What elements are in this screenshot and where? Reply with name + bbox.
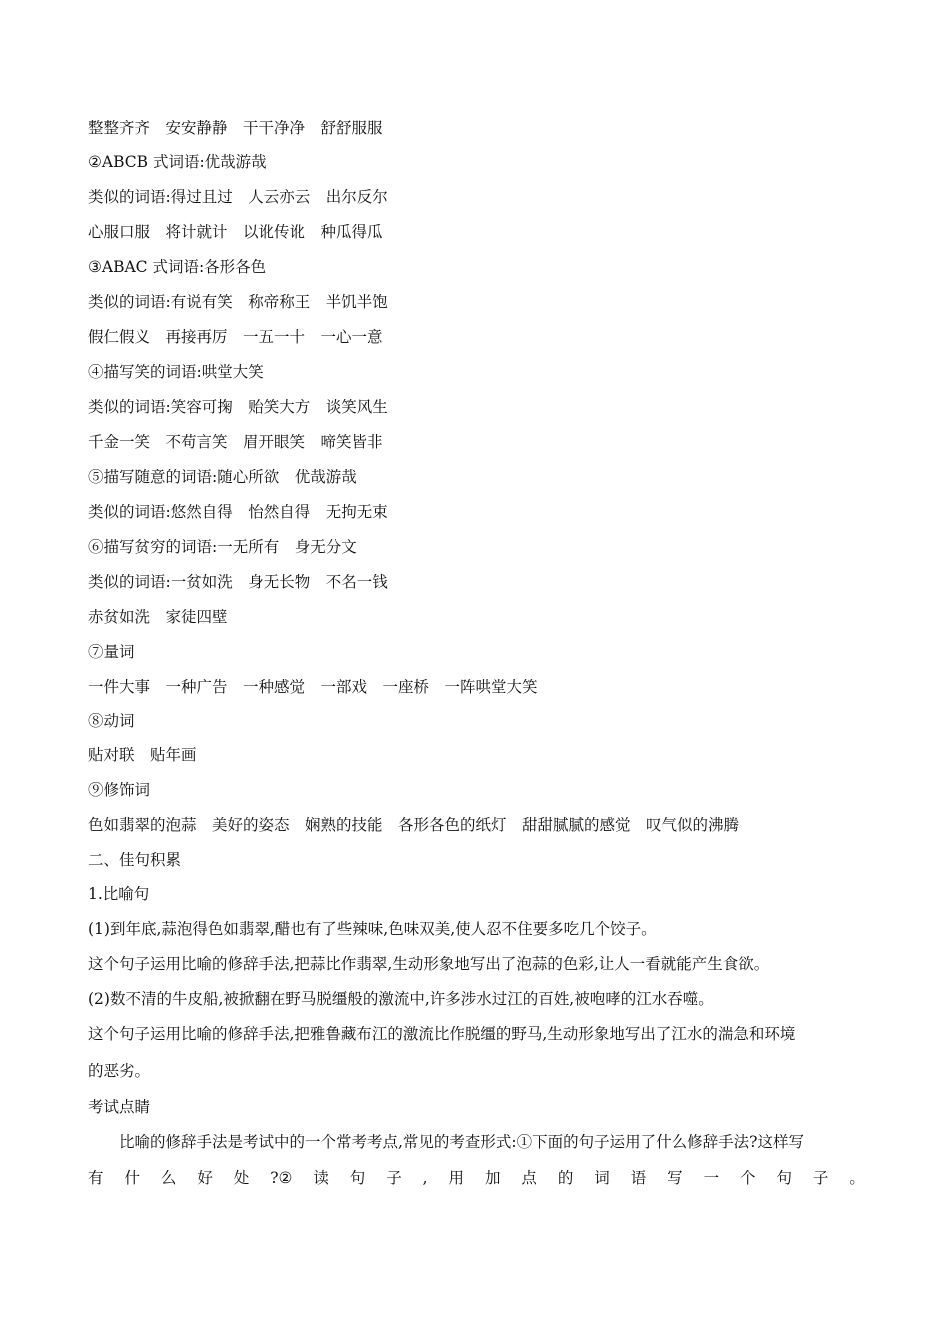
text-line: 类似的词语:笑容可掬 贻笑大方 谈笑风生 bbox=[88, 398, 388, 416]
text-line: 这个句子运用比喻的修辞手法,把雅鲁藏布江的激流比作脱缰的野马,生动形象地写出了江水的湍急和环境 bbox=[88, 1025, 796, 1043]
text-token: 的 bbox=[557, 1169, 574, 1187]
text-line: 的恶劣。 bbox=[88, 1062, 151, 1080]
text-token: 加 bbox=[484, 1169, 501, 1187]
text-line: (1)到年底,蒜泡得色如翡翠,醋也有了些辣味,色味双美,使人忍不住要多吃几个饺子。 bbox=[88, 920, 657, 938]
text-token: 好 bbox=[197, 1169, 213, 1187]
text-token: 什 bbox=[124, 1169, 140, 1187]
text-line: ④描写笑的词语:哄堂大笑 bbox=[88, 363, 264, 381]
text-token: 词 bbox=[594, 1169, 610, 1187]
text-line: 类似的词语:得过且过 人云亦云 出尔反尔 bbox=[88, 188, 388, 206]
text-token: 语 bbox=[630, 1169, 647, 1187]
text-line: (2)数不清的牛皮船,被掀翻在野马脱缰般的激流中,许多涉水过江的百姓,被咆哮的江水吞噬。 bbox=[88, 990, 714, 1008]
text-line: 千金一笑 不苟言笑 眉开眼笑 啼笑皆非 bbox=[88, 433, 383, 451]
section-heading: 二、佳句积累 bbox=[88, 851, 182, 869]
text-token: 。 bbox=[849, 1169, 865, 1187]
paragraph-line: 比喻的修辞手法是考试中的一个常考考点,常见的考查形式:①下面的句子运用了什么修辞手法?这样写 bbox=[88, 1133, 804, 1151]
text-line: ③ABAC 式词语:各形各色 bbox=[88, 258, 267, 276]
text-token: 子 bbox=[386, 1169, 402, 1187]
text-token: 有 bbox=[88, 1169, 104, 1187]
text-line: 假仁假义 再接再厉 一五一十 一心一意 bbox=[88, 328, 383, 346]
justified-paragraph-line bbox=[88, 1167, 865, 1189]
text-token: 处 bbox=[233, 1169, 250, 1187]
subsection-heading: 考试点睛 bbox=[88, 1098, 151, 1116]
text-token: 子 bbox=[812, 1169, 829, 1187]
text-line: ⑨修饰词 bbox=[88, 781, 151, 799]
text-line: 色如翡翠的泡蒜 美好的姿态 娴熟的技能 各形各色的纸灯 甜甜腻腻的感觉 叹气似的沸腾 bbox=[88, 816, 740, 834]
text-line: 这个句子运用比喻的修辞手法,把蒜比作翡翠,生动形象地写出了泡蒜的色彩,让人一看就能产生食欲。 bbox=[88, 955, 770, 973]
text-line: 类似的词语:一贫如洗 身无长物 不名一钱 bbox=[88, 573, 388, 591]
text-line: ⑥描写贫穷的词语:一无所有 身无分文 bbox=[88, 538, 357, 556]
text-token: ?② bbox=[270, 1169, 293, 1187]
text-line: 类似的词语:悠然自得 怡然自得 无拘无束 bbox=[88, 503, 388, 521]
text-token: 读 bbox=[313, 1169, 329, 1187]
text-token: 一 bbox=[703, 1169, 720, 1187]
text-token: 个 bbox=[740, 1169, 756, 1187]
text-line: 类似的词语:有说有笑 称帝称王 半饥半饱 bbox=[88, 293, 388, 311]
text-token: 点 bbox=[521, 1169, 537, 1187]
text-token: 句 bbox=[349, 1169, 366, 1187]
text-line: 整整齐齐 安安静静 干干净净 舒舒服服 bbox=[88, 119, 383, 137]
text-line: ⑧动词 bbox=[88, 712, 135, 730]
text-line: ⑦量词 bbox=[88, 643, 135, 661]
text-line: 贴对联 贴年画 bbox=[88, 746, 197, 764]
text-token: 写 bbox=[667, 1169, 683, 1187]
subsection-heading: 1.比喻句 bbox=[88, 885, 150, 903]
text-line: 一件大事 一种广告 一种感觉 一部戏 一座桥 一阵哄堂大笑 bbox=[88, 678, 538, 696]
text-line: 赤贫如洗 家徒四壁 bbox=[88, 608, 228, 626]
text-token: 句 bbox=[776, 1169, 792, 1187]
text-line: 心服口服 将计就计 以讹传讹 种瓜得瓜 bbox=[88, 223, 383, 241]
text-line: ②ABCB 式词语:优哉游哉 bbox=[88, 153, 267, 171]
text-line: ⑤描写随意的词语:随心所欲 优哉游哉 bbox=[88, 468, 357, 486]
text-token: , bbox=[422, 1169, 428, 1187]
text-token: 么 bbox=[160, 1169, 177, 1187]
text-token: 用 bbox=[448, 1169, 465, 1187]
